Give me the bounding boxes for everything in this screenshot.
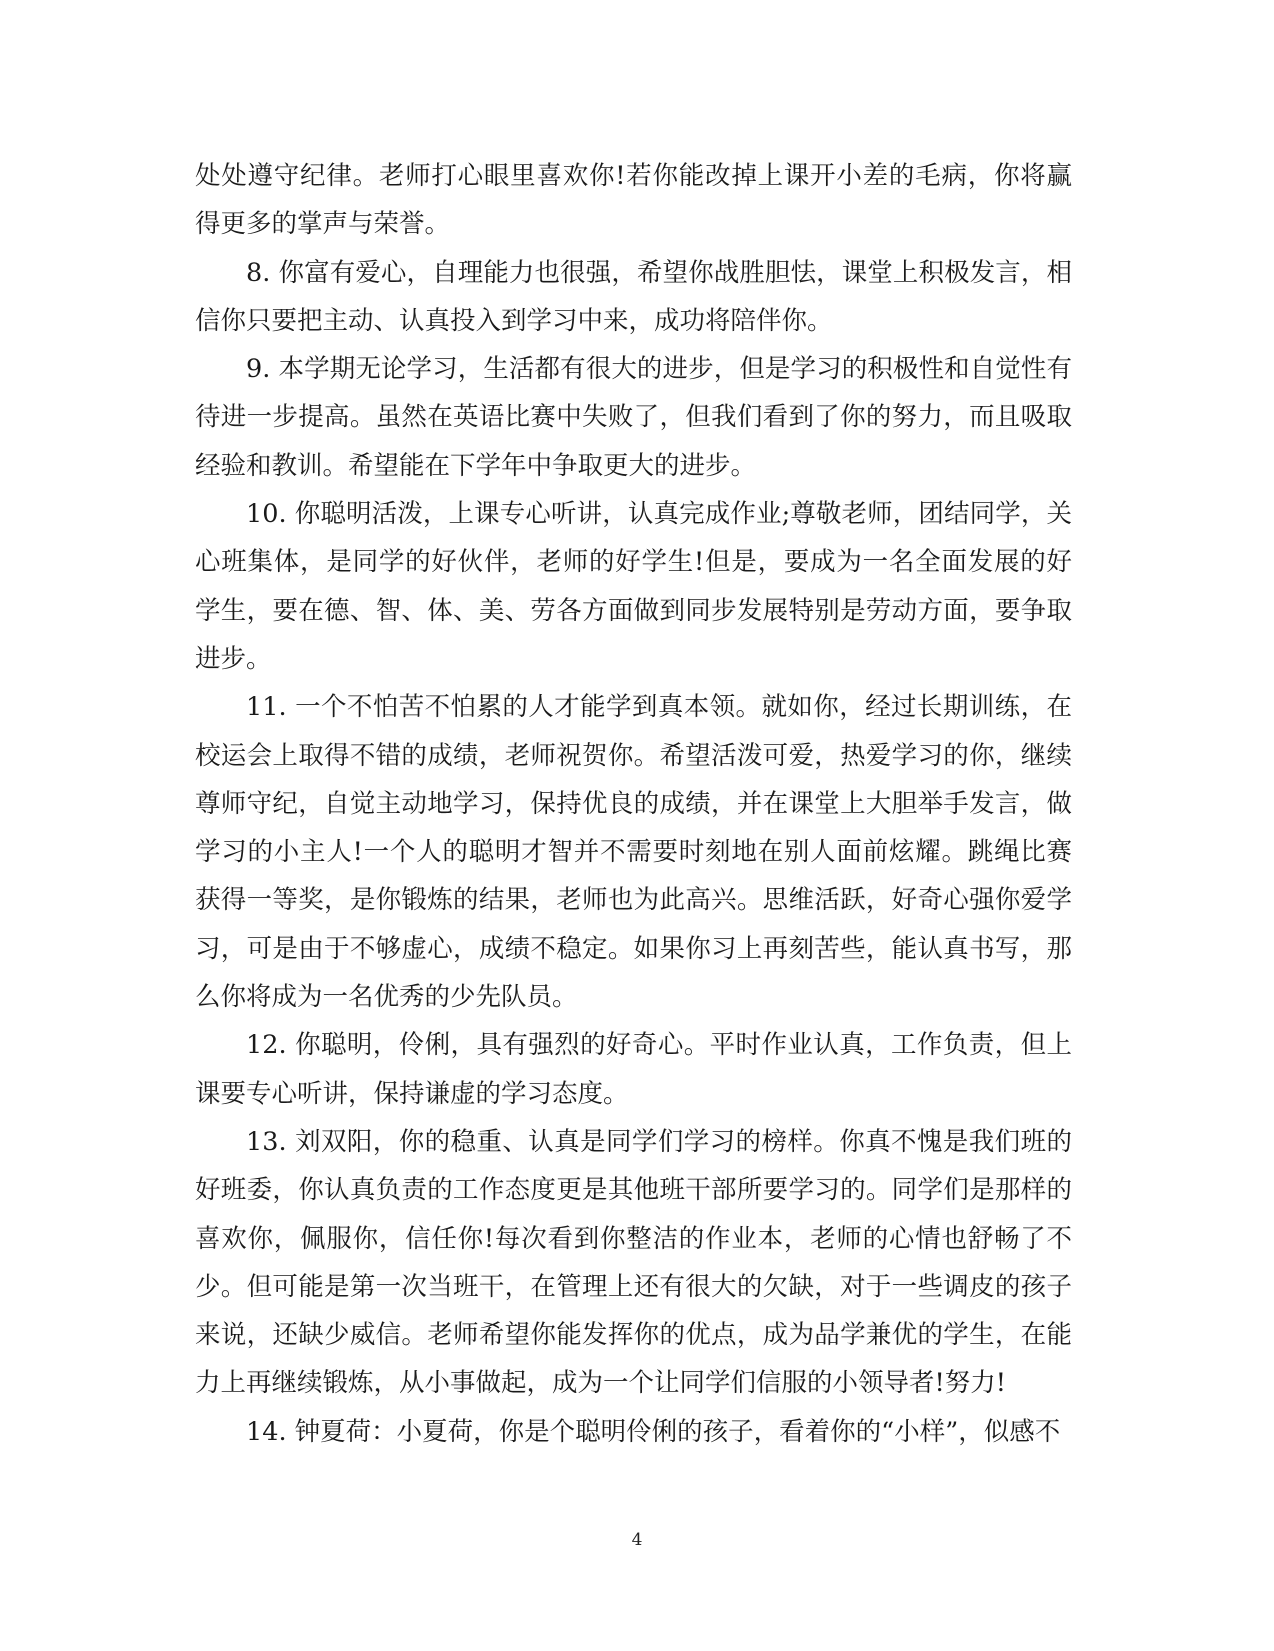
paragraph-item-8: 8. 你富有爱心，自理能力也很强，希望你战胜胆怯，课堂上积极发言，相信你只要把主动、认真投入到学习中来，成功将陪伴你。 [195,257,1072,336]
paragraph-item-13: 13. 刘双阳，你的稳重、认真是同学们学习的榜样。你真不愧是我们班的好班委，你认真负责的工作态度更是其他班干部所要学习的。同学们是那样的喜欢你，佩服你，信任你!每次看到你整洁的作业本，老师的心情也舒畅了不少。但可能是第一次当班干，在管理上还有很大的欠缺，对于一些调皮的孩子来说，还缺少威信。老师希望你能发挥你的优点，成为品学兼优的学生，在能力上再继续锻炼，从小事做起，成为一个让同学们信服的小领导者!努力! [195,1126,1072,1399]
paragraph-item-10: 10. 你聪明活泼，上课专心听讲，认真完成作业;尊敬老师，团结同学，关心班集体，是同学的好伙伴，老师的好学生!但是，要成为一名全面发展的好学生，要在德、智、体、美、劳各方面做到同步发展特别是劳动方面，要争取进步。 [195,499,1072,674]
document-body [195,152,1072,1456]
paragraph-item-12: 12. 你聪明，伶俐，具有强烈的好奇心。平时作业认真，工作负责，但上课要专心听讲，保持谦虚的学习态度。 [195,1030,1072,1109]
paragraph-item-11: 11. 一个不怕苦不怕累的人才能学到真本领。就如你，经过长期训练，在校运会上取得不错的成绩，老师祝贺你。希望活泼可爱，热爱学习的你，继续尊师守纪，自觉主动地学习，保持优良的成绩，并在课堂上大胆举手发言，做学习的小主人!一个人的聪明才智并不需要时刻地在别人面前炫耀。跳绳比赛获得一等奖，是你锻炼的结果，老师也为此高兴。思维活跃，好奇心强你爱学习，可是由于不够虚心，成绩不稳定。如果你习上再刻苦些，能认真书写，那么你将成为一名优秀的少先队员。 [195,692,1072,1013]
paragraph-item-9: 9. 本学期无论学习，生活都有很大的进步，但是学习的积极性和自觉性有待进一步提高。虽然在英语比赛中失败了，但我们看到了你的努力，而且吸取经验和教训。希望能在下学年中争取更大的进步。 [195,354,1072,481]
paragraph-item-14: 14. 钟夏荷：小夏荷，你是个聪明伶俐的孩子，看着你的“小样”，似感不 [246,1416,1061,1447]
paragraph-continuation: 处处遵守纪律。老师打心眼里喜欢你!若你能改掉上课开小差的毛病，你将赢得更多的掌声与荣誉。 [195,161,1072,240]
page-number: 4 [631,1530,643,1550]
